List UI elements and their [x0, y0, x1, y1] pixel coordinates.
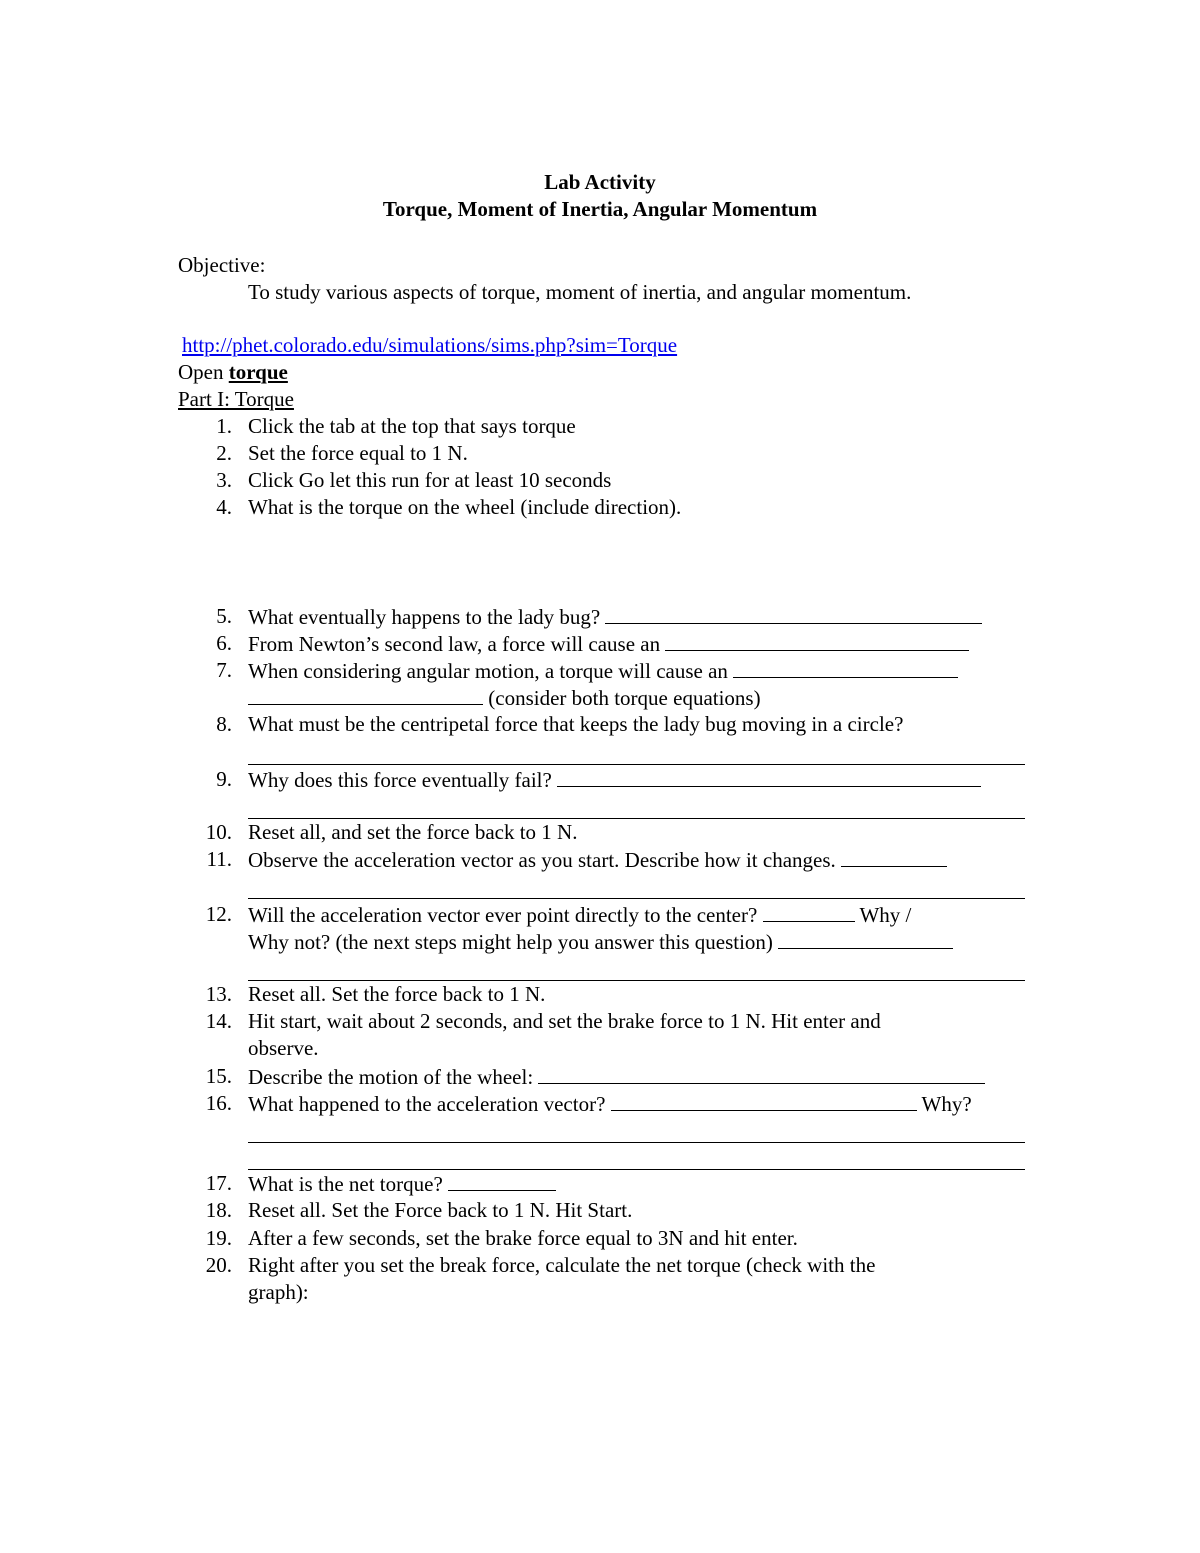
- q1-number: 1.: [216, 414, 232, 438]
- sim-link-line: [182, 332, 677, 359]
- q11-text: Observe the acceleration vector as you start. Describe how it changes.: [248, 848, 836, 872]
- q13-text: Reset all. Set the force back to 1 N.: [248, 982, 546, 1006]
- q10-text: Reset all, and set the force back to 1 N.: [248, 820, 578, 844]
- q10-number: 10.: [205, 820, 232, 844]
- q8-number: 8.: [216, 712, 232, 736]
- q16-text: What happened to the acceleration vector?: [248, 1092, 606, 1116]
- q14-text: Hit start, wait about 2 seconds, and set the brake force to 1 N. Hit enter and: [248, 1009, 881, 1033]
- q12-number: 12.: [205, 902, 232, 926]
- q16-number: 16.: [205, 1091, 232, 1115]
- q17-text: What is the net torque?: [248, 1172, 443, 1196]
- q2-number: 2.: [216, 441, 232, 465]
- q11-number: 11.: [206, 847, 232, 871]
- page-title: Lab Activity: [544, 170, 656, 194]
- q5-line: [248, 603, 982, 631]
- page-subtitle: Torque, Moment of Inertia, Angular Momentum: [382, 197, 818, 221]
- sim-link[interactable]: http://phet.colorado.edu/simulations/sims.php?sim=Torque: [182, 333, 678, 357]
- q7-number: 7.: [216, 658, 232, 682]
- q5-answer-blank[interactable]: [605, 603, 982, 624]
- q8-answer-line[interactable]: [248, 764, 1025, 765]
- q12-text: Will the acceleration vector ever point directly to the center?: [248, 903, 758, 927]
- q7-cont-line: [248, 684, 761, 712]
- q9-line: [248, 766, 981, 794]
- q19-number: 19.: [205, 1226, 232, 1250]
- q11-answer-line[interactable]: [248, 898, 1025, 899]
- q12-answer-blank[interactable]: [763, 901, 855, 922]
- part-heading: Part I: Torque: [178, 387, 294, 411]
- q12-after: Why /: [859, 903, 912, 927]
- q13-number: 13.: [205, 982, 232, 1006]
- q11-line: [248, 846, 947, 874]
- q15-text: Describe the motion of the wheel:: [248, 1065, 534, 1089]
- q9-text: Why does this force eventually fail?: [248, 768, 552, 792]
- q15-answer-blank[interactable]: [538, 1063, 985, 1084]
- objective-text: To study various aspects of torque, moment of inertia, and angular momentum.: [248, 280, 912, 304]
- q11-answer-blank[interactable]: [841, 846, 947, 867]
- q16-after: Why?: [921, 1092, 972, 1116]
- q20-cont: graph):: [248, 1280, 309, 1304]
- q2-text: Set the force equal to 1 N.: [248, 441, 468, 465]
- q7-line: [248, 657, 958, 685]
- q19-text: After a few seconds, set the brake force equal to 3N and hit enter.: [248, 1226, 798, 1250]
- q6-answer-blank[interactable]: [665, 630, 969, 651]
- q20-number: 20.: [205, 1253, 232, 1277]
- q15-number: 15.: [205, 1064, 232, 1088]
- objective-label: Objective:: [178, 253, 266, 277]
- q6-number: 6.: [216, 631, 232, 655]
- q16-answer-line-1[interactable]: [248, 1142, 1025, 1143]
- q12-cont-text: Why not? (the next steps might help you answer this question): [248, 930, 773, 954]
- q17-answer-blank[interactable]: [448, 1170, 556, 1191]
- q14-cont: observe.: [248, 1036, 319, 1060]
- q18-text: Reset all. Set the Force back to 1 N. Hit Start.: [248, 1198, 633, 1222]
- q3-number: 3.: [216, 468, 232, 492]
- q17-line: [248, 1170, 556, 1198]
- q12-answer-blank-2[interactable]: [778, 928, 953, 949]
- q18-number: 18.: [205, 1198, 232, 1222]
- q17-number: 17.: [205, 1171, 232, 1195]
- q7-answer-blank-2[interactable]: [248, 684, 483, 705]
- q9-answer-blank[interactable]: [557, 766, 981, 787]
- q9-number: 9.: [216, 767, 232, 791]
- q16-answer-blank[interactable]: [611, 1090, 917, 1111]
- q15-line: [248, 1063, 985, 1091]
- q4-text: What is the torque on the wheel (include direction).: [248, 495, 682, 519]
- q7-answer-blank[interactable]: [733, 657, 958, 678]
- q6-line: [248, 630, 969, 658]
- q4-number: 4.: [216, 495, 232, 519]
- q12-line: [248, 901, 911, 929]
- q5-text: What eventually happens to the lady bug?: [248, 605, 601, 629]
- q7-cont-text: (consider both torque equations): [488, 686, 761, 710]
- q16-line: [248, 1090, 972, 1118]
- open-torque-bold: torque: [228, 360, 288, 384]
- q20-text: Right after you set the break force, calculate the net torque (check with the: [248, 1253, 876, 1277]
- q6-text: From Newton’s second law, a force will cause an: [248, 632, 661, 656]
- q7-text: When considering angular motion, a torque will cause an: [248, 659, 728, 683]
- q8-text: What must be the centripetal force that keeps the lady bug moving in a circle?: [248, 712, 904, 736]
- q1-text: Click the tab at the top that says torque: [248, 414, 576, 438]
- open-line: [178, 359, 288, 386]
- q14-number: 14.: [205, 1009, 232, 1033]
- open-prefix: Open: [178, 360, 229, 384]
- q5-number: 5.: [216, 604, 232, 628]
- q12-cont-line: [248, 928, 953, 956]
- q3-text: Click Go let this run for at least 10 seconds: [248, 468, 612, 492]
